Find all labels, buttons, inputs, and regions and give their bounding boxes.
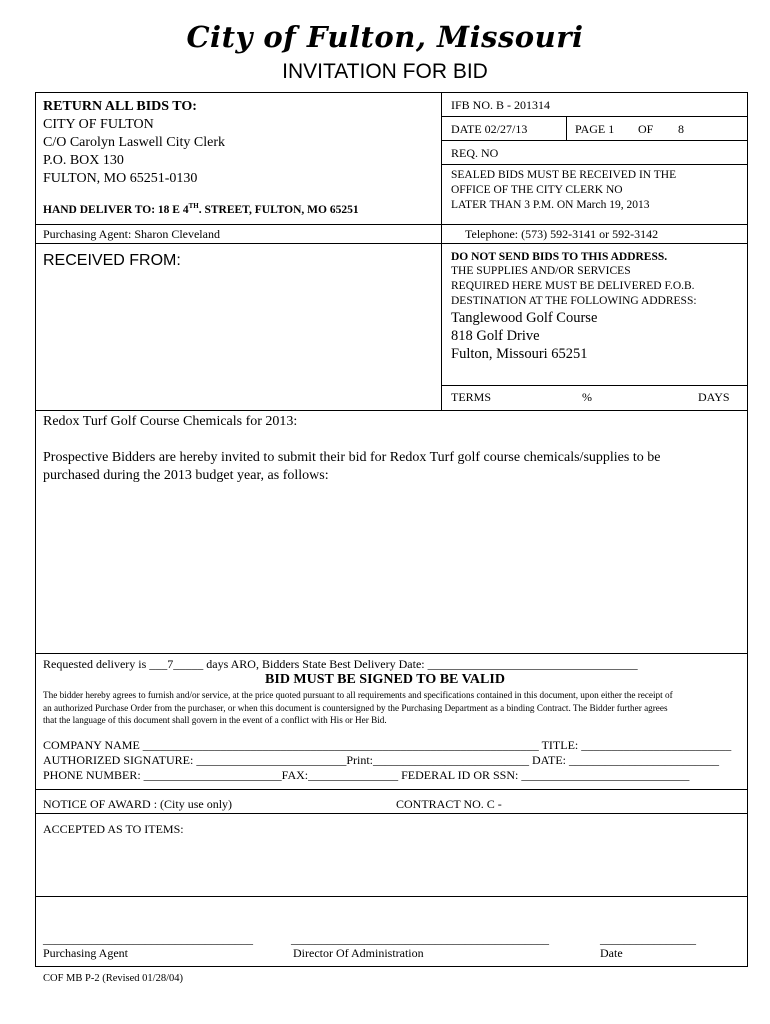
date-sig-line[interactable]: ________________: [600, 932, 696, 946]
must-be-signed-notice: BID MUST BE SIGNED TO BE VALID: [265, 672, 505, 687]
purchasing-agent-sig-label: Purchasing Agent: [43, 946, 128, 960]
hand-deliver-address: HAND DELIVER TO: 18 E 4TH. STREET, FULTON, MO 65251: [43, 202, 359, 216]
req-number: REQ. NO: [451, 146, 499, 160]
page-of-label: OF: [638, 122, 654, 136]
description-heading: Redox Turf Golf Course Chemicals for 2013:: [43, 414, 298, 429]
received-from-label: RECEIVED FROM:: [43, 252, 181, 269]
terms-percent: %: [582, 390, 592, 404]
terms-label: TERMS: [451, 390, 492, 404]
city-title: City of Fulton, Missouri: [186, 20, 584, 54]
page-number: PAGE 1: [575, 122, 615, 136]
director-sig-label: Director Of Administration: [293, 946, 424, 960]
date-sig-label: Date: [600, 946, 623, 960]
authorized-signature-field[interactable]: AUTHORIZED SIGNATURE: _________________________Print:__________________________ DATE: _________________________: [43, 753, 719, 767]
terms-days: DAYS: [698, 390, 730, 404]
notice-of-award: NOTICE OF AWARD : (City use only): [43, 797, 233, 811]
fob-notice: THE SUPPLIES AND/OR SERVICES REQUIRED HERE MUST BE DELIVERED F.O.B. DESTINATION AT THE FOLLOWING ADDRESS:: [451, 265, 697, 307]
company-name-field[interactable]: COMPANY NAME __________________________________________________________________ TITLE: _________________________: [43, 738, 732, 752]
telephone: Telephone: (573) 592-3141 or 592-3142: [465, 227, 659, 241]
do-not-send-notice: DO NOT SEND BIDS TO THIS ADDRESS.: [451, 251, 668, 263]
bid-date: DATE 02/27/13: [451, 122, 528, 136]
form-title: INVITATION FOR BID: [282, 60, 488, 83]
bidder-agreement: The bidder hereby agrees to furnish and/or service, at the price quoted pursuant to all requirements and specifications contained in this document, upon either the receipt of an authorized Purchase Order from the purchaser, or when this document is countersigned by the Purchasing Department as a binding Contract. The Bidder further agrees that the language of this document shall govern in the event of a conflict with His or Her Bid.: [43, 690, 673, 725]
purchasing-agent-sig-line[interactable]: ___________________________________: [43, 932, 253, 946]
contract-number: CONTRACT NO. C -: [396, 797, 502, 811]
accepted-items-label: ACCEPTED AS TO ITEMS:: [43, 822, 184, 836]
ifb-number: IFB NO. B - 201314: [451, 98, 551, 112]
return-bids-heading: RETURN ALL BIDS TO:: [43, 99, 197, 114]
company-fields: [43, 738, 731, 783]
description-text: Prospective Bidders are hereby invited to submit their bid for Redox Turf golf course chemicals/supplies to be purchased during the 2013 budget year, as follows:: [43, 450, 661, 483]
return-address: CITY OF FULTON C/O Carolyn Laswell City Clerk P.O. BOX 130 FULTON, MO 65251-0130: [43, 117, 225, 186]
page-total: 8: [678, 122, 684, 136]
delivery-address: Tanglewood Golf Course 818 Golf Drive Fulton, Missouri 65251: [451, 310, 598, 362]
requested-delivery-line: Requested delivery is ___7_____ days ARO, Bidders State Best Delivery Date: ___________________________________: [43, 657, 638, 671]
phone-number-field[interactable]: PHONE NUMBER: _______________________FAX:_______________ FEDERAL ID OR SSN: ____________________________: [43, 768, 690, 782]
director-sig-line[interactable]: ___________________________________________: [291, 932, 549, 946]
form-revision-footer: COF MB P-2 (Revised 01/28/04): [43, 973, 184, 984]
purchasing-agent: Purchasing Agent: Sharon Cleveland: [43, 227, 220, 241]
sealed-bids-notice: SEALED BIDS MUST BE RECEIVED IN THE OFFICE OF THE CITY CLERK NO LATER THAN 3 P.M. ON March 19, 2013: [451, 169, 677, 211]
bid-description-box: [35, 410, 748, 654]
